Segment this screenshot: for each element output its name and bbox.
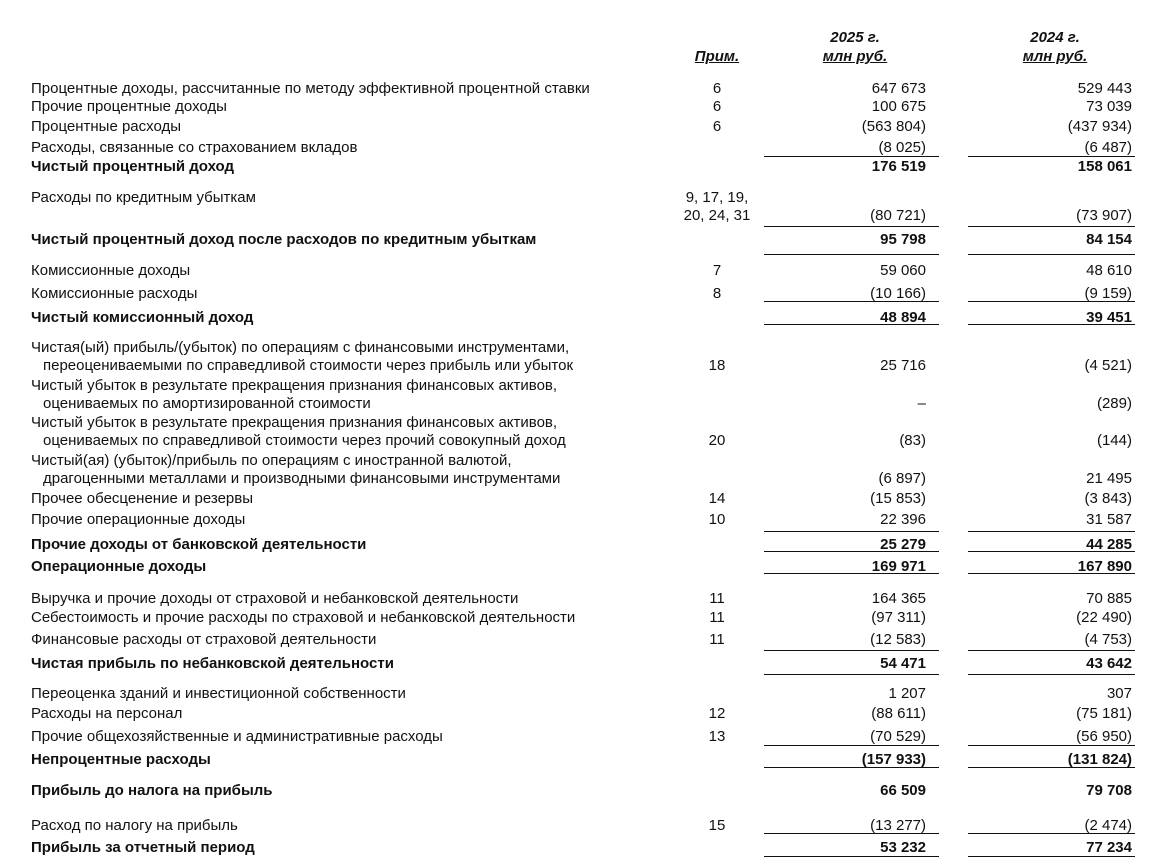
value-2025: 59 060	[880, 262, 926, 279]
value-2025: (10 166)	[870, 285, 926, 302]
value-2025: 25 279	[880, 536, 926, 553]
row-note: 18	[708, 357, 726, 374]
value-2025: (80 721)	[870, 207, 926, 224]
total-rule-line	[764, 301, 939, 302]
row-label-line: Чистый убыток в результате прекращения признания финансовых активов,	[31, 414, 558, 431]
value-2025: 25 716	[880, 357, 926, 374]
row-note: 10	[708, 511, 726, 528]
row-note: 15	[708, 817, 726, 834]
total-rule-line	[968, 674, 1135, 675]
row-label	[31, 590, 676, 608]
value-2024: (144)	[1096, 432, 1132, 449]
row-note: 7	[712, 262, 722, 279]
row-label	[31, 839, 676, 857]
value-2025: (563 804)	[861, 118, 926, 135]
row-label	[31, 139, 676, 157]
value-2025: 95 798	[880, 231, 926, 248]
row-label-line: оцениваемых по амортизированной стоимости	[43, 395, 371, 412]
total-rule-line	[764, 531, 939, 532]
row-label	[31, 231, 676, 249]
value-2025: (70 529)	[870, 728, 926, 745]
total-rule-line	[968, 745, 1135, 746]
total-rule-line	[764, 833, 939, 834]
total-rule-line	[968, 531, 1135, 532]
total-rule-line	[764, 254, 939, 255]
row-label-line: Прочие доходы от банковской деятельности	[31, 536, 367, 553]
row-note: 11	[709, 590, 725, 607]
value-2024: 44 285	[1086, 536, 1132, 553]
total-rule-line	[968, 324, 1135, 325]
value-2024: 84 154	[1086, 231, 1132, 248]
value-2024: (75 181)	[1076, 705, 1132, 722]
value-2024: (4 753)	[1084, 631, 1132, 648]
row-label	[31, 189, 676, 207]
row-label-line: Чистый комиссионный доход	[31, 309, 254, 326]
value-2024: 48 610	[1086, 262, 1132, 279]
row-label	[31, 558, 676, 576]
value-2024: (3 843)	[1084, 490, 1132, 507]
value-2024: 43 642	[1086, 655, 1132, 672]
row-label	[31, 490, 676, 508]
row-label-line: Расходы на персонал	[31, 705, 183, 722]
row-label-line: Прочее обесценение и резервы	[31, 490, 254, 507]
value-2025: (88 611)	[871, 705, 926, 722]
total-rule-line	[764, 156, 939, 157]
total-rule-line	[764, 573, 939, 574]
value-2025: 66 509	[880, 782, 926, 799]
row-label-line: Расходы, связанные со страхованием вкладов	[31, 139, 358, 156]
value-2025: (15 853)	[870, 490, 926, 507]
value-2025: 53 232	[880, 839, 926, 856]
row-label	[31, 536, 676, 554]
value-2024: (2 474)	[1084, 817, 1132, 834]
row-label-line: Чистый(ая) (убыток)/прибыль по операциям с иностранной валютой,	[31, 452, 512, 469]
value-2024: 79 708	[1086, 782, 1132, 799]
total-rule-line	[968, 226, 1135, 227]
value-2024: 70 885	[1086, 590, 1132, 607]
row-label-line: Расходы по кредитным убыткам	[31, 189, 256, 206]
total-rule-line	[968, 767, 1135, 768]
row-label-line: Прибыль до налога на прибыль	[31, 782, 273, 799]
value-2024: 158 061	[1077, 158, 1132, 175]
value-2024: 529 443	[1077, 80, 1132, 97]
row-label	[31, 118, 676, 136]
value-2024: 21 495	[1086, 470, 1132, 487]
row-label-line: Прочие операционные доходы	[31, 511, 246, 528]
column-header-2024-unit: млн руб.	[1022, 48, 1088, 65]
row-label	[31, 414, 676, 450]
total-rule-line	[968, 650, 1135, 651]
row-label	[31, 751, 676, 769]
row-label-line: переоцениваемыми по справедливой стоимости через прибыль или убыток	[43, 357, 574, 374]
row-label	[31, 685, 676, 703]
row-label-line: Выручка и прочие доходы от страховой и небанковской деятельности	[31, 590, 519, 607]
value-2024: 77 234	[1086, 839, 1132, 856]
value-2024: (22 490)	[1076, 609, 1132, 626]
row-note: 6	[712, 98, 722, 115]
value-2025: –	[917, 395, 926, 412]
value-2025: (157 933)	[861, 751, 926, 768]
row-note: 12	[708, 705, 726, 722]
column-header-2024-year: 2024 г.	[1030, 29, 1080, 46]
row-label	[31, 309, 676, 327]
value-2025: (97 311)	[871, 609, 926, 626]
total-rule-line	[968, 856, 1135, 857]
row-label	[31, 609, 676, 627]
row-label-line: Чистая(ый) прибыль/(убыток) по операциям с финансовыми инструментами,	[31, 339, 570, 356]
row-label	[31, 511, 676, 529]
value-2024: (9 159)	[1084, 285, 1132, 302]
total-rule-line	[968, 301, 1135, 302]
value-2025: (83)	[899, 432, 926, 449]
column-header-note: Прим.	[694, 48, 740, 65]
row-label	[31, 655, 676, 673]
row-note: 13	[708, 728, 726, 745]
row-label-line: Чистый убыток в результате прекращения признания финансовых активов,	[31, 377, 558, 394]
row-label-line: Процентные расходы	[31, 118, 182, 135]
row-note: 14	[708, 490, 726, 507]
value-2025: (6 897)	[878, 470, 926, 487]
row-label-line: Процентные доходы, рассчитанные по методу эффективной процентной ставки	[31, 80, 590, 97]
row-label	[31, 728, 676, 746]
row-label-line: Непроцентные расходы	[31, 751, 211, 768]
row-label-line: драгоценными металлами и производными финансовыми инструментами	[43, 470, 561, 487]
total-rule-line	[764, 745, 939, 746]
total-rule-line	[764, 674, 939, 675]
row-label-line: Комиссионные доходы	[31, 262, 191, 279]
row-label-line: Операционные доходы	[31, 558, 207, 575]
row-label	[31, 80, 676, 98]
total-rule-line	[764, 324, 939, 325]
total-rule-line	[764, 551, 939, 552]
value-2024: 307	[1106, 685, 1132, 702]
row-label-line: Прочие общехозяйственные и административные расходы	[31, 728, 443, 745]
value-2024: (56 950)	[1076, 728, 1132, 745]
total-rule-line	[764, 767, 939, 768]
value-2025: 647 673	[871, 80, 926, 97]
row-note: 9, 17, 19, 20, 24, 31	[683, 189, 751, 224]
value-2024: (73 907)	[1076, 207, 1132, 224]
value-2024: (6 487)	[1084, 139, 1132, 156]
row-note: 8	[712, 285, 722, 302]
row-label-line: Чистый процентный доход после расходов по кредитным убыткам	[31, 231, 537, 248]
row-label	[31, 817, 676, 835]
value-2025: 48 894	[880, 309, 926, 326]
value-2025: 1 207	[888, 685, 926, 702]
row-label-line: Комиссионные расходы	[31, 285, 198, 302]
value-2025: 22 396	[880, 511, 926, 528]
row-label-line: оцениваемых по справедливой стоимости через прочий совокупный доход	[43, 432, 566, 449]
row-label	[31, 705, 676, 723]
total-rule-line	[968, 551, 1135, 552]
value-2024: 73 039	[1086, 98, 1132, 115]
value-2025: (13 277)	[870, 817, 926, 834]
value-2025: (12 583)	[870, 631, 926, 648]
column-header-2025	[770, 28, 940, 66]
value-2024: 31 587	[1086, 511, 1132, 528]
row-label	[31, 377, 676, 413]
value-2025: 100 675	[871, 98, 926, 115]
total-rule-line	[968, 254, 1135, 255]
value-2025: 169 971	[871, 558, 926, 575]
row-label-line: Себестоимость и прочие расходы по страховой и небанковской деятельности	[31, 609, 576, 626]
row-label-line: Расход по налогу на прибыль	[31, 817, 238, 834]
value-2024: (437 934)	[1067, 118, 1132, 135]
row-label-line: Чистая прибыль по небанковской деятельности	[31, 655, 394, 672]
total-rule-line	[764, 856, 939, 857]
row-label-line: Прибыль за отчетный период	[31, 839, 255, 856]
value-2025: 176 519	[871, 158, 926, 175]
row-label-line: Финансовые расходы от страховой деятельности	[31, 631, 377, 648]
row-label	[31, 339, 676, 375]
value-2025: (8 025)	[878, 139, 926, 156]
value-2025: 164 365	[871, 590, 926, 607]
row-note: 20	[708, 432, 726, 449]
total-rule-line	[764, 650, 939, 651]
column-header-2025-year: 2025 г.	[830, 29, 880, 46]
row-label	[31, 98, 676, 116]
total-rule-line	[764, 226, 939, 227]
row-label	[31, 782, 676, 800]
value-2025: 54 471	[880, 655, 926, 672]
row-note: 6	[712, 118, 722, 135]
row-label	[31, 285, 676, 303]
row-note: 11	[709, 609, 725, 626]
column-header-2025-unit: млн руб.	[822, 48, 888, 65]
row-label-line: Переоценка зданий и инвестиционной собственности	[31, 685, 406, 702]
row-label	[31, 262, 676, 280]
column-header-2024	[975, 28, 1135, 66]
row-label	[31, 452, 676, 488]
value-2024: (131 824)	[1067, 751, 1132, 768]
row-note: 6	[712, 80, 722, 97]
value-2024: 39 451	[1086, 309, 1132, 326]
row-note: 11	[709, 631, 725, 648]
row-label-line: Прочие процентные доходы	[31, 98, 227, 115]
row-label	[31, 158, 676, 176]
total-rule-line	[968, 833, 1135, 834]
row-label	[31, 631, 676, 649]
total-rule-line	[968, 573, 1135, 574]
value-2024: (4 521)	[1084, 357, 1132, 374]
row-label-line: Чистый процентный доход	[31, 158, 235, 175]
value-2024: (289)	[1096, 395, 1132, 412]
value-2024: 167 890	[1077, 558, 1132, 575]
total-rule-line	[968, 156, 1135, 157]
